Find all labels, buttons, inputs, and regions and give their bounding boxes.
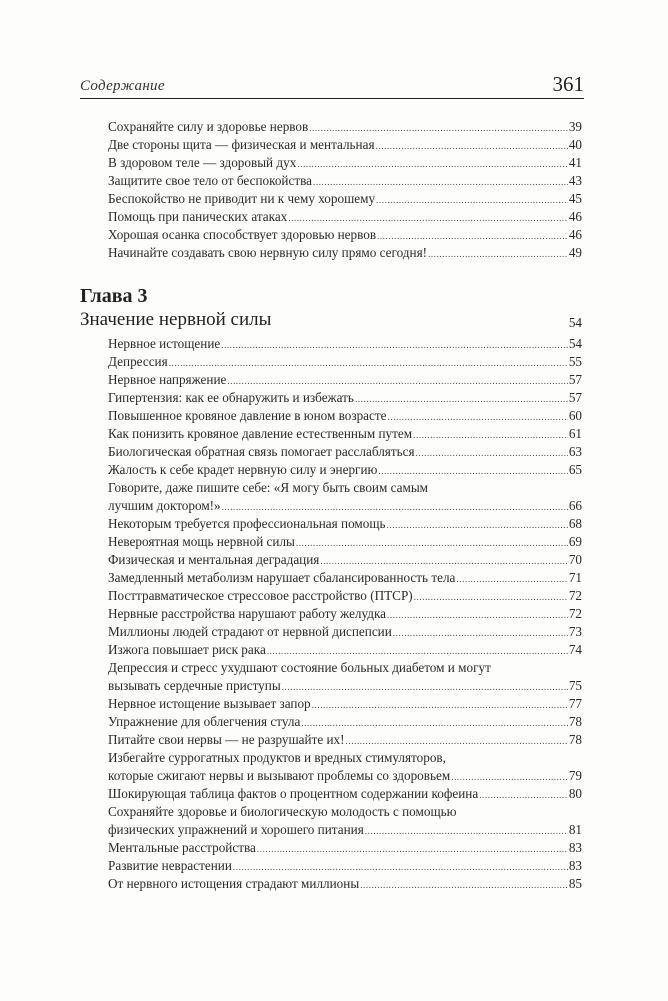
- dot-leader: [169, 353, 568, 371]
- toc-entry[interactable]: Беспокойство не приводит ни к чему хорошему ..... 45: [108, 190, 582, 208]
- dot-leader: [376, 136, 568, 154]
- toc-entry[interactable]: Некоторым требуется профессиональная помощь ..... 68: [108, 515, 582, 533]
- toc-page: 57: [568, 390, 582, 405]
- toc-page: 60: [568, 408, 582, 423]
- toc-page: 70: [568, 552, 582, 567]
- toc-entry[interactable]: вызывать сердечные приступы ..... 75: [108, 677, 582, 695]
- dot-leader: [413, 425, 568, 443]
- dot-leader: [233, 857, 568, 875]
- toc-entry[interactable]: Нервные расстройства нарушают работу желудка ..... 72: [108, 605, 582, 623]
- toc-page: 74: [568, 642, 582, 657]
- chapter-title-entry[interactable]: Значение нервной силы 54: [80, 309, 582, 330]
- dot-leader: [388, 407, 568, 425]
- toc-entry[interactable]: Нервное истощение вызывает запор ..... 77: [108, 695, 582, 713]
- dot-leader: [320, 551, 567, 569]
- dot-leader: [267, 641, 568, 659]
- dot-leader: [377, 226, 568, 244]
- toc-entry[interactable]: Изжога повышает риск рака ..... 74: [108, 641, 582, 659]
- toc-entry-line1[interactable]: Избегайте суррогатных продуктов и вредных стимуляторов,: [108, 750, 446, 765]
- running-header: [80, 72, 584, 99]
- dot-leader: [393, 623, 568, 641]
- dot-leader: [376, 190, 568, 208]
- toc-entry[interactable]: Нервное истощение ..... 54: [108, 335, 582, 353]
- toc-entry[interactable]: Две стороны щита — физическая и ментальная ..... 40: [108, 136, 582, 154]
- toc-entry[interactable]: Замедленный метаболизм нарушает сбалансированность тела ..... 71: [108, 569, 582, 587]
- toc-entry[interactable]: Жалость к себе крадет нервную силу и энергию ..... 65: [108, 461, 582, 479]
- toc-entry[interactable]: Как понизить кровяное давление естественным путем ..... 61: [108, 425, 582, 443]
- dot-leader: [301, 713, 568, 731]
- toc-page: 39: [568, 119, 582, 134]
- dot-leader: [456, 569, 567, 587]
- toc-entry[interactable]: Повышенное кровяное давление в юном возрасте ..... 60: [108, 407, 582, 425]
- toc-entry[interactable]: Начинайте создавать свою нервную силу прямо сегодня! ..... 49: [108, 244, 582, 262]
- toc-page: 65: [568, 462, 582, 477]
- page-number: 361: [552, 72, 584, 96]
- toc-page: 46: [568, 209, 582, 224]
- toc-page: 41: [568, 155, 582, 170]
- dot-leader: [297, 154, 568, 172]
- toc-page: 78: [568, 714, 582, 729]
- toc-page: 83: [568, 858, 582, 873]
- toc-entry[interactable]: лучшим доктором!» ..... 66: [108, 497, 582, 515]
- toc-entry[interactable]: Невероятная мощь нервной силы ..... 69: [108, 533, 582, 551]
- dot-leader: [479, 785, 568, 803]
- toc-entry[interactable]: Помощь при панических атаках ..... 46: [108, 208, 582, 226]
- dot-leader: [387, 515, 568, 533]
- toc-entry[interactable]: Посттравматическое стрессовое расстройство (ПТСР) ..... 72: [108, 587, 582, 605]
- toc-entry[interactable]: Хорошая осанка способствует здоровью нервов ..... 46: [108, 226, 582, 244]
- toc-page: 71: [568, 570, 582, 585]
- toc-page: 54: [568, 336, 582, 351]
- dot-leader: [312, 695, 568, 713]
- toc-entry-line1[interactable]: Говорите, даже пишите себе: «Я могу быть своим самым: [108, 480, 429, 495]
- dot-leader: [313, 172, 568, 190]
- toc-entry[interactable]: От нервного истощения страдают миллионы ..... 85: [108, 875, 582, 893]
- dot-leader: [288, 208, 568, 226]
- toc-entry[interactable]: Депрессия ..... 55: [108, 353, 582, 371]
- toc-entry[interactable]: Физическая и ментальная деградация ..... 70: [108, 551, 582, 569]
- toc-entry[interactable]: Защитите свое тело от беспокойства ..... 43: [108, 172, 582, 190]
- dot-leader: [309, 118, 568, 136]
- toc-entry[interactable]: которые сжигают нервы и вызывают проблемы со здоровьем ..... 79: [108, 767, 582, 785]
- toc-page: 45: [568, 191, 582, 206]
- dot-leader: [387, 605, 568, 623]
- toc-entry[interactable]: Гипертензия: как ее обнаружить и избежать ..... 57: [108, 389, 582, 407]
- toc-page: 49: [568, 245, 582, 260]
- toc-page: 78: [568, 732, 582, 747]
- toc-page: 79: [568, 768, 582, 783]
- toc-page: 40: [568, 137, 582, 152]
- dot-leader: [378, 461, 567, 479]
- toc-page: 77: [568, 696, 582, 711]
- dot-leader: [296, 533, 568, 551]
- dot-leader: [257, 839, 568, 857]
- toc-page: 69: [568, 534, 582, 549]
- toc-page: 75: [568, 678, 582, 693]
- toc-page: 43: [568, 173, 582, 188]
- toc-entry[interactable]: Сохраняйте силу и здоровье нервов ..... 39: [108, 118, 582, 136]
- running-header-title: Содержание: [80, 78, 165, 94]
- dot-leader: [360, 875, 568, 893]
- toc-entry[interactable]: Биологическая обратная связь помогает расслабляться ..... 63: [108, 443, 582, 461]
- toc-page: 55: [568, 354, 582, 369]
- dot-leader: [428, 244, 568, 262]
- dot-leader: [346, 731, 568, 749]
- toc-entry[interactable]: Питайте свои нервы — не разрушайте их! ..... 78: [108, 731, 582, 749]
- toc-entry-line1[interactable]: Сохраняйте здоровье и биологическую молодость с помощью: [108, 804, 457, 819]
- toc-page: 72: [568, 588, 582, 603]
- toc-entry[interactable]: Шокирующая таблица фактов о процентном содержании кофеина ..... 80: [108, 785, 582, 803]
- toc-page: 63: [568, 444, 582, 459]
- toc-page: 83: [568, 840, 582, 855]
- toc-entry[interactable]: Развитие неврастении ..... 83: [108, 857, 582, 875]
- toc-page: 85: [568, 876, 582, 891]
- toc-page: 81: [568, 822, 582, 837]
- dot-leader: [414, 587, 568, 605]
- toc-page: 68: [568, 516, 582, 531]
- toc-entry[interactable]: физических упражнений и хорошего питания ..... 81: [108, 821, 582, 839]
- dot-leader: [272, 307, 567, 331]
- toc-page: 57: [568, 372, 582, 387]
- dot-leader: [355, 389, 568, 407]
- toc-entry[interactable]: Ментальные расстройства ..... 83: [108, 839, 582, 857]
- toc-entry[interactable]: Упражнение для облегчения стула ..... 78: [108, 713, 582, 731]
- toc-page: 73: [568, 624, 582, 639]
- toc-page: 61: [568, 426, 582, 441]
- toc-page: 46: [568, 227, 582, 242]
- toc-page: 54: [568, 315, 582, 330]
- dot-leader: [416, 443, 568, 461]
- chapter-label: Глава 3: [80, 285, 148, 307]
- toc-entry-line1[interactable]: Депрессия и стресс ухудшают состояние больных диабетом и могут: [108, 660, 491, 675]
- toc-page: 66: [568, 498, 582, 513]
- toc-entry[interactable]: В здоровом теле — здоровый дух ..... 41: [108, 154, 582, 172]
- dot-leader: [227, 371, 567, 389]
- toc-entry[interactable]: Нервное напряжение ..... 57: [108, 371, 582, 389]
- toc-entry[interactable]: Миллионы людей страдают от нервной диспепсии ..... 73: [108, 623, 582, 641]
- dot-leader: [365, 821, 568, 839]
- toc-page: 72: [568, 606, 582, 621]
- toc-page: 80: [568, 786, 582, 801]
- dot-leader: [282, 677, 568, 695]
- dot-leader: [451, 767, 568, 785]
- dot-leader: [221, 335, 568, 353]
- dot-leader: [222, 497, 568, 515]
